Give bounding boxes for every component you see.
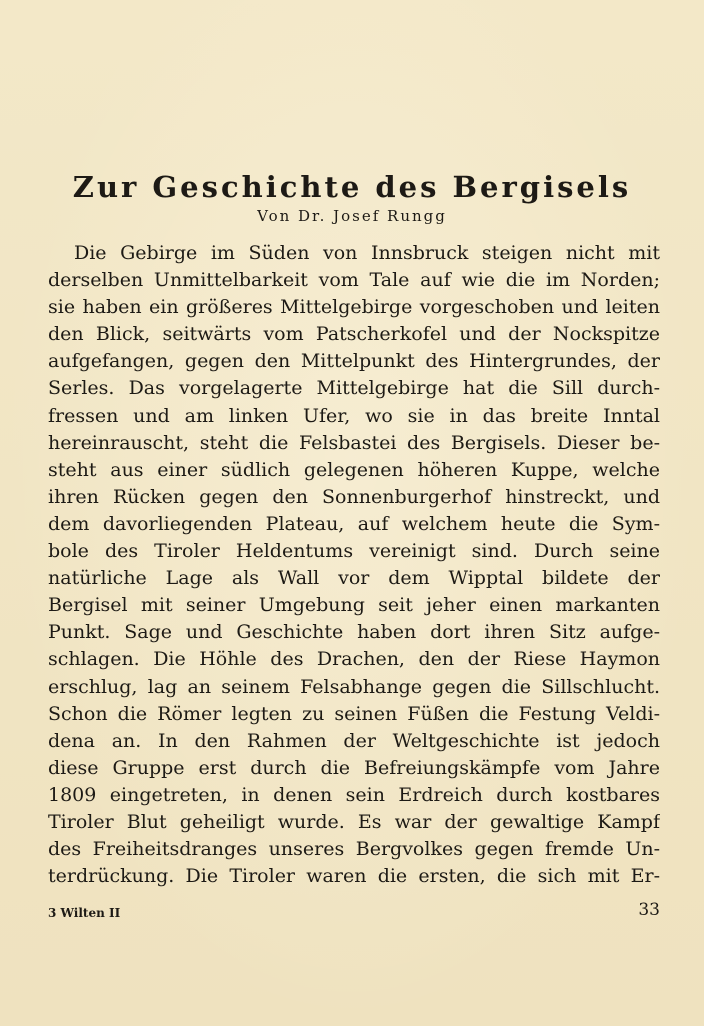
- body-text: [48, 240, 660, 890]
- text-line: ihren Rücken gegen den Sonnenburgerhof hinstreckt, und: [48, 485, 660, 508]
- text-line: derselben Unmittelbarkeit vom Tale auf wie die im Norden;: [48, 269, 660, 292]
- text-line: dena an. In den Rahmen der Weltgeschichte ist jedoch: [48, 729, 660, 752]
- text-line: aufgefangen, gegen den Mittelpunkt des Hintergrundes, der: [48, 350, 660, 373]
- text-line: Tiroler Blut geheiligt wurde. Es war der gewaltige Kampf: [48, 810, 660, 833]
- text-line: Punkt. Sage und Geschichte haben dort ihren Sitz aufge-: [48, 621, 660, 644]
- author-byline: Von Dr. Josef Rungg: [257, 207, 447, 225]
- chapter-title: Zur Geschichte des Bergisels: [72, 170, 632, 204]
- page-number: 33: [638, 900, 660, 920]
- text-line: erschlug, lag an seinem Felsabhange gegen die Sillschlucht.: [48, 675, 660, 698]
- text-line: Schon die Römer legten zu seinen Füßen die Festung Veldi-: [48, 702, 660, 725]
- text-line: terdrückung. Die Tiroler waren die ersten, die sich mit Er-: [48, 865, 660, 888]
- text-line: natürliche Lage als Wall vor dem Wipptal bildete der: [48, 567, 660, 590]
- text-line: des Freiheitsdranges unseres Bergvolkes gegen fremde Un-: [48, 838, 660, 861]
- printer-signature: 3 Wilten II: [48, 906, 121, 920]
- text-line: dem davorliegenden Plateau, auf welchem heute die Sym-: [48, 512, 660, 535]
- text-line: bole des Tiroler Heldentums vereinigt sind. Durch seine: [48, 540, 660, 563]
- page-footer: [48, 900, 660, 922]
- text-line: Die Gebirge im Süden von Innsbruck steigen nicht mit: [74, 242, 660, 264]
- text-line: hereinrauscht, steht die Felsbastei des Bergisels. Dieser be-: [48, 431, 660, 454]
- text-line: sie haben ein größeres Mittelgebirge vorgeschoben und leiten: [48, 296, 660, 319]
- text-line: Serles. Das vorgelagerte Mittelgebirge hat die Sill durch-: [48, 377, 660, 400]
- text-line: den Blick, seitwärts vom Patscherkofel und der Nockspitze: [48, 323, 660, 346]
- text-line: diese Gruppe erst durch die Befreiungskämpfe vom Jahre: [48, 756, 660, 779]
- text-line: Bergisel mit seiner Umgebung seit jeher einen markanten: [48, 594, 660, 617]
- text-line: schlagen. Die Höhle des Drachen, den der Riese Haymon: [48, 648, 660, 671]
- text-line: fressen und am linken Ufer, wo sie in das breite Inntal: [48, 404, 660, 427]
- text-line: steht aus einer südlich gelegenen höheren Kuppe, welche: [48, 458, 660, 481]
- text-line: 1809 eingetreten, in denen sein Erdreich durch kostbares: [48, 783, 660, 806]
